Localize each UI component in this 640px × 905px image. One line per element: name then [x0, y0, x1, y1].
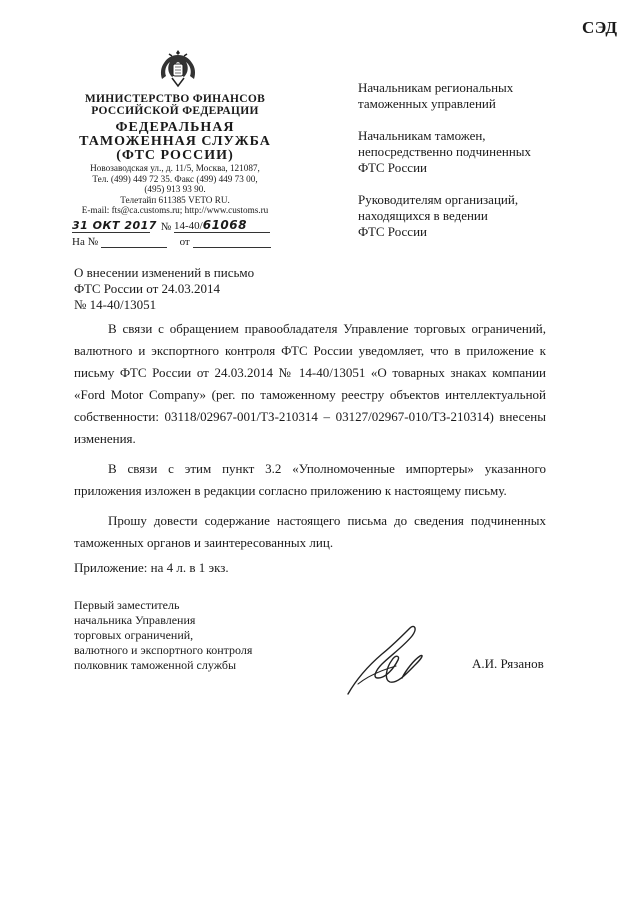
- phone-line: Тел. (499) 449 72 35. Факс (499) 449 73 00,: [92, 173, 258, 184]
- subject-line: № 14-40/13051: [74, 297, 157, 312]
- registration-number-field: [174, 218, 270, 233]
- sed-marker: СЭД: [582, 18, 618, 37]
- ministry-line: МИНИСТЕРСТВО ФИНАНСОВ: [84, 93, 266, 105]
- body-paragraph: В связи с этим пункт 3.2 «Уполномоченные импортеры» указанного приложения изложен в редакции согласно приложению к настоящему письму.: [74, 461, 546, 498]
- signer-title-line: Первый заместитель: [74, 598, 180, 612]
- service-line: ФЕДЕРАЛЬНАЯ: [115, 120, 235, 135]
- signer-title-line: торговых ограничений,: [74, 628, 194, 642]
- recipient-line: ФТС России: [358, 224, 427, 239]
- recipient-line: ФТС России: [358, 160, 427, 175]
- attachment-note: Приложение: на 4 л. в 1 экз.: [74, 560, 229, 575]
- contact-block: [62, 163, 288, 216]
- ministry-name: [70, 93, 280, 117]
- reference-date-blank: [193, 237, 271, 248]
- service-line: ТАМОЖЕННАЯ СЛУЖБА: [79, 134, 271, 149]
- teletype-line: Телетайп 611385 VETO RU.: [120, 194, 230, 205]
- registration-date-field: [72, 219, 157, 233]
- body-paragraph: В связи с обращением правообладателя Управление торговых ограничений, валютного и экспортного контроля ФТС России уведомляет, что в приложение к письму ФТС России от 24.03.2014 № 14-40/13051 «О товарных знаках компании «Ford Motor Company» (рег. по таможенному реестру объектов интеллектуальной собственности: 03118/02967-001/ТЗ-210314 – 03127/02967-010/ТЗ-210314) внесены изменения.: [74, 321, 546, 446]
- registration-date-stamp: 31 ОКТ 2017: [72, 219, 157, 232]
- reference-number-blank: [101, 237, 167, 248]
- recipient-line: непосредственно подчиненных: [358, 144, 532, 159]
- subject-line: О внесении изменений в письмо: [74, 265, 255, 280]
- handwritten-signature-icon: [338, 620, 430, 700]
- subject-line: ФТС России от 24.03.2014: [74, 281, 221, 296]
- subject-block: [74, 265, 314, 313]
- recipient-line: Руководителям организаций,: [358, 192, 519, 207]
- coat-of-arms-emblem-icon: [155, 46, 201, 92]
- signer-title-block: [74, 598, 334, 673]
- service-line: (ФТС РОССИИ): [116, 148, 234, 163]
- recipient-group: [358, 128, 598, 176]
- registration-number-handwritten: 61068: [202, 218, 247, 232]
- registration-number-printed: 14-40/: [174, 220, 203, 232]
- address-line: Новозаводская ул., д. 11/5, Москва, 121087,: [90, 163, 260, 173]
- signer-title-line: валютного и экспортного контроля: [74, 643, 253, 657]
- reference-label: На №: [72, 236, 99, 248]
- service-name: [70, 121, 280, 163]
- letter-body: [74, 318, 546, 562]
- registration-line: [72, 218, 270, 233]
- reference-from-label: от: [179, 236, 190, 248]
- recipients-block: [358, 80, 598, 256]
- recipient-line: Начальникам таможен,: [358, 128, 486, 143]
- email-line: E-mail: fts@ca.customs.ru; http://www.customs.ru: [81, 205, 269, 215]
- number-label: №: [160, 221, 172, 233]
- recipient-line: таможенных управлений: [358, 96, 496, 111]
- reference-line: [72, 236, 271, 248]
- recipient-group: [358, 80, 598, 112]
- recipient-group: [358, 192, 598, 240]
- signer-title-line: начальника Управления: [74, 613, 196, 627]
- recipient-line: находящихся в ведении: [358, 208, 488, 223]
- signer-name: А.И. Рязанов: [472, 656, 544, 671]
- body-paragraph: Прошу довести содержание настоящего письма до сведения подчиненных таможенных органов и заинтересованных лиц.: [74, 513, 546, 550]
- phone-line-2: (495) 913 93 90.: [144, 184, 206, 194]
- recipient-line: Начальникам региональных: [358, 80, 514, 95]
- ministry-line: РОССИЙСКОЙ ФЕДЕРАЦИИ: [91, 105, 259, 117]
- signer-title-line: полковник таможенной службы: [74, 658, 237, 672]
